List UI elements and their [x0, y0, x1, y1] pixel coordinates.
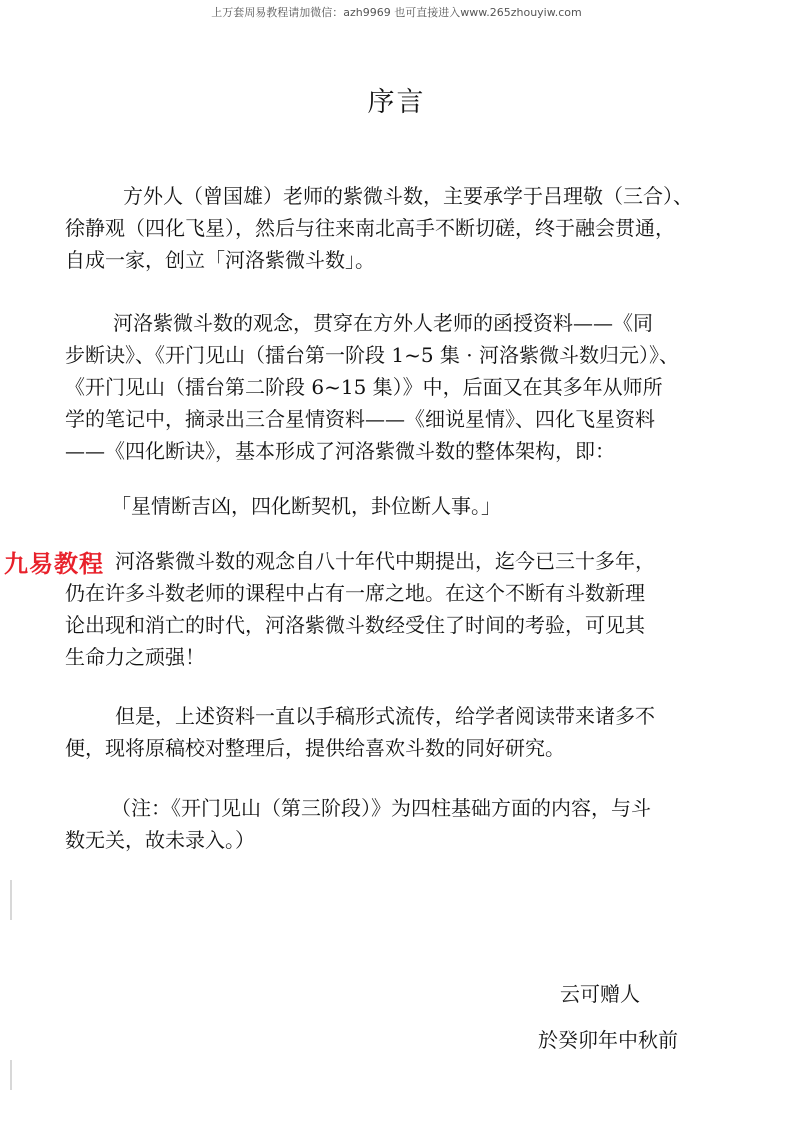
text-line: 论出现和消亡的时代，河洛紫微斗数经受住了时间的考验，可见其 — [65, 613, 645, 637]
text-line: 自成一家，创立「河洛紫微斗数」。 — [65, 248, 375, 272]
text-line: 「星情断吉凶，四化断契机，卦位断人事。」 — [111, 494, 501, 518]
text-line: ——《四化断诀》，基本形成了河洛紫微斗数的整体架构，即： — [65, 439, 615, 463]
paragraph-6 — [65, 792, 743, 856]
watermark-stamp: 九易教程 — [4, 544, 104, 579]
text-line: 《开门见山（擂台第二阶段 6~15 集）》中，后面又在其多年从师所 — [65, 375, 663, 399]
text-line: 生命力之顽强！ — [65, 645, 205, 669]
signature-date: 於癸卯年中秋前 — [538, 1028, 678, 1052]
scan-artifact — [10, 1060, 12, 1090]
text-line: 方外人（曾国雄）老师的紫微斗数，主要承学于吕理敬（三合）、 — [123, 184, 693, 208]
signature-author: 云可赠人 — [560, 982, 640, 1006]
text-line: 徐静观（四化飞星），然后与往来南北高手不断切磋，终于融会贯通， — [65, 216, 675, 240]
paragraph-4 — [65, 545, 743, 673]
text-line: 河洛紫微斗数的观念自八十年代中期提出，迄今已三十多年， — [115, 549, 655, 573]
header-watermark: 上万套周易教程请加微信：azh9969 也可直接进入www.265zhouyiw.com — [211, 6, 582, 19]
text-line: 便，现将原稿校对整理后，提供给喜欢斗数的同好研究。 — [65, 736, 565, 760]
page-title: 序言 — [367, 87, 426, 118]
paragraph-3 — [103, 490, 743, 522]
paragraph-5 — [65, 700, 743, 764]
text-line: 学的笔记中，摘录出三合星情资料——《细说星情》、四化飞星资料 — [65, 407, 655, 431]
paragraph-2 — [65, 307, 743, 467]
text-line: 河洛紫微斗数的观念，贯穿在方外人老师的函授资料——《同 — [113, 311, 653, 335]
text-line: 步断诀》、《开门见山（擂台第一阶段 1~5 集 · 河洛紫微斗数归元）》、 — [65, 343, 679, 367]
scan-artifact — [10, 880, 12, 920]
paragraph-1 — [65, 180, 743, 276]
text-line: 数无关，故未录入。） — [65, 828, 255, 852]
text-line: 但是，上述资料一直以手稿形式流传，给学者阅读带来诸多不 — [115, 704, 655, 728]
text-line: （注：《开门见山（第三阶段）》为四柱基础方面的内容，与斗 — [111, 796, 651, 820]
text-line: 仍在许多斗数老师的课程中占有一席之地。在这个不断有斗数新理 — [65, 581, 645, 605]
